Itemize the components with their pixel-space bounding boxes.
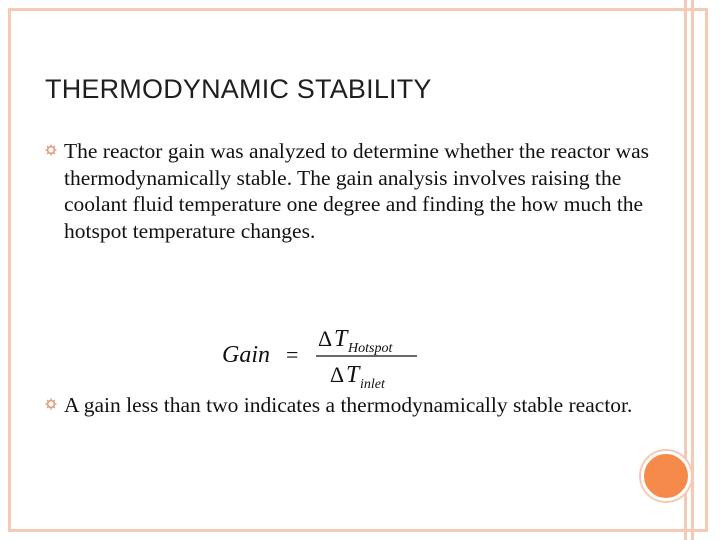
formula-equals: =: [286, 342, 299, 367]
slide-title: THERMODYNAMIC STABILITY: [45, 74, 432, 104]
bullet-item-stability-criterion: [45, 392, 655, 419]
cog-bullet-icon: [45, 398, 57, 410]
formula-lhs: Gain: [222, 342, 270, 368]
bullet-text: The reactor gain was analyzed to determine whether the reactor was thermodynamically stable. The gain analysis involves raising the coolant fluid temperature one degree and finding the how much the hotspot temperature changes.: [64, 139, 649, 243]
formula-den-var: T: [346, 362, 360, 388]
formula-num-var: T: [334, 326, 348, 352]
cog-bullet-icon: [45, 144, 57, 156]
formula-num-delta: Δ: [318, 326, 333, 351]
right-decor-strip-2: [691, 0, 694, 540]
bullet-text: A gain less than two indicates a thermodynamically stable reactor.: [64, 393, 633, 417]
formula-num-sub: Hotspot: [348, 341, 393, 356]
gain-formula: [222, 322, 442, 392]
bullet-item-gain-analysis: [45, 138, 655, 244]
formula-den-sub: inlet: [360, 377, 385, 392]
formula-den-delta: Δ: [330, 362, 345, 387]
orange-decor-circle: [641, 451, 691, 501]
